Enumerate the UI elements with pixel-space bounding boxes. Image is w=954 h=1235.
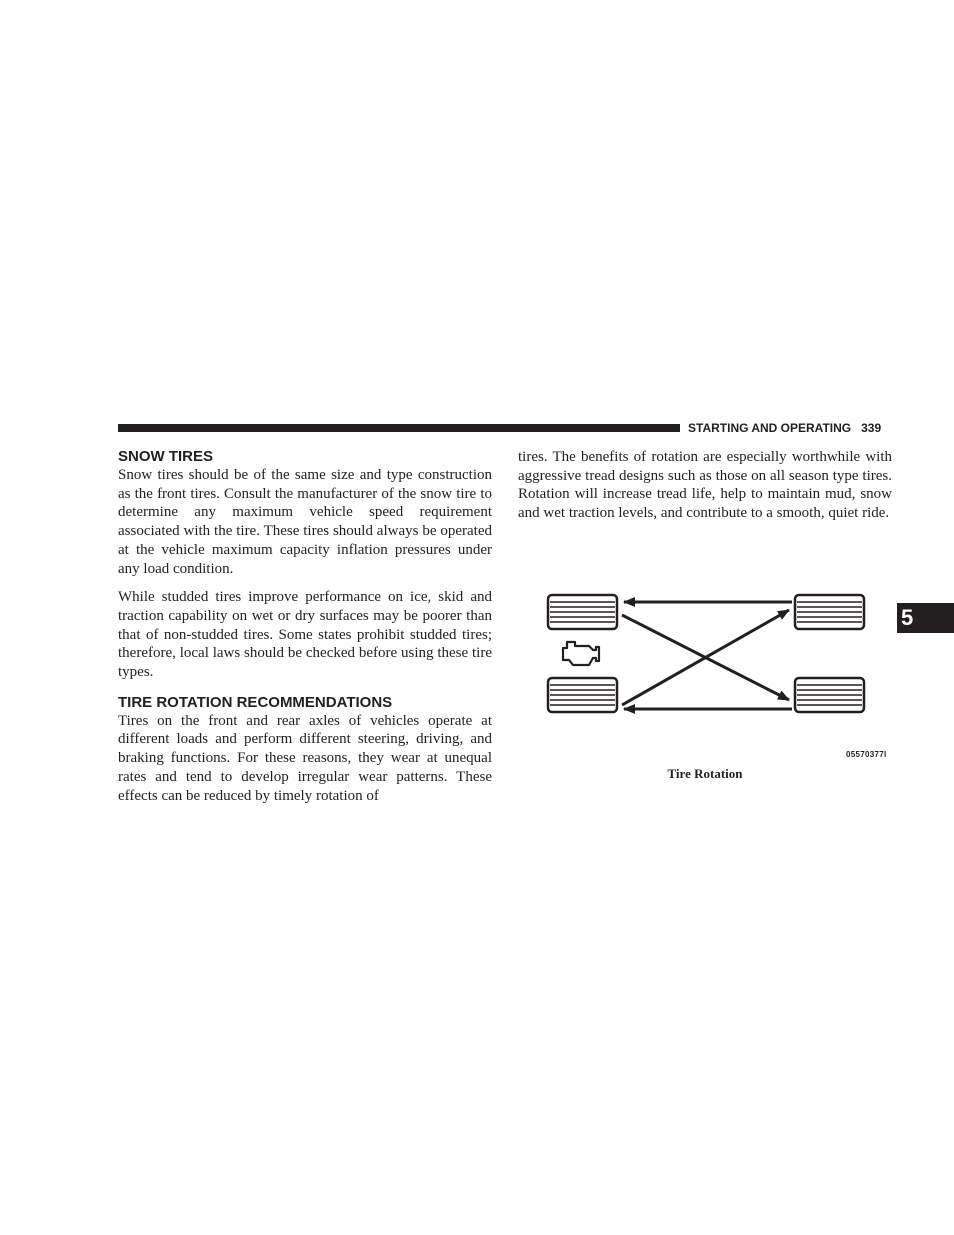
snow-tires-paragraph-1: Snow tires should be of the same size and type construction as the front tires. Consult the manufacturer of the snow tire to determine any maximum vehicle speed requirement associated with the tire. These tires should always be operated at the vehicle maximum capacity inflation pressures under any load condition. bbox=[118, 467, 492, 577]
tire-rotation-paragraph-1: Tires on the front and rear axles of vehicles operate at different loads and perform different steering, driving, and braking functions. For these reasons, they wear at unequal rates and tend to develop irregular wear patterns. These effects can be reduced by timely rotation of bbox=[118, 712, 492, 804]
right-column bbox=[518, 448, 892, 523]
tire-icon bbox=[548, 595, 617, 629]
tire-icon bbox=[795, 595, 864, 629]
arrow-front-to-rear-cross bbox=[622, 610, 789, 705]
running-head bbox=[688, 420, 892, 436]
header-rule bbox=[118, 424, 680, 432]
figure-id: 05570377l bbox=[846, 750, 887, 759]
snow-tires-paragraph-2: While studded tires improve performance on ice, skid and traction capability on wet or dry surfaces may be poorer than that of non-studded tires. Some states prohibit studded tires; therefore, local laws should be checked before using these tire types. bbox=[118, 589, 492, 681]
tire-rotation-illustration bbox=[540, 585, 892, 725]
tire-icon bbox=[795, 678, 864, 712]
tire-rotation-diagram bbox=[540, 585, 892, 785]
section-title: STARTING AND OPERATING bbox=[688, 421, 852, 435]
tire-icon bbox=[548, 678, 617, 712]
snow-tires-heading: SNOW TIRES bbox=[118, 448, 214, 465]
chapter-tab: 5 bbox=[897, 603, 954, 633]
figure-caption: Tire Rotation bbox=[667, 766, 743, 781]
left-column bbox=[118, 448, 492, 805]
tire-rotation-heading: TIRE ROTATION RECOMMENDATIONS bbox=[118, 693, 393, 711]
tire-rotation-paragraph-2: tires. The benefits of rotation are especially worthwhile with aggressive tread designs such as those on all season type tires. Rotation will increase tread life, help to maintain mud, snow and wet traction levels, and contribute to a smooth, quiet ride. bbox=[518, 449, 892, 522]
engine-icon bbox=[563, 642, 599, 665]
page-number: 339 bbox=[861, 421, 882, 435]
